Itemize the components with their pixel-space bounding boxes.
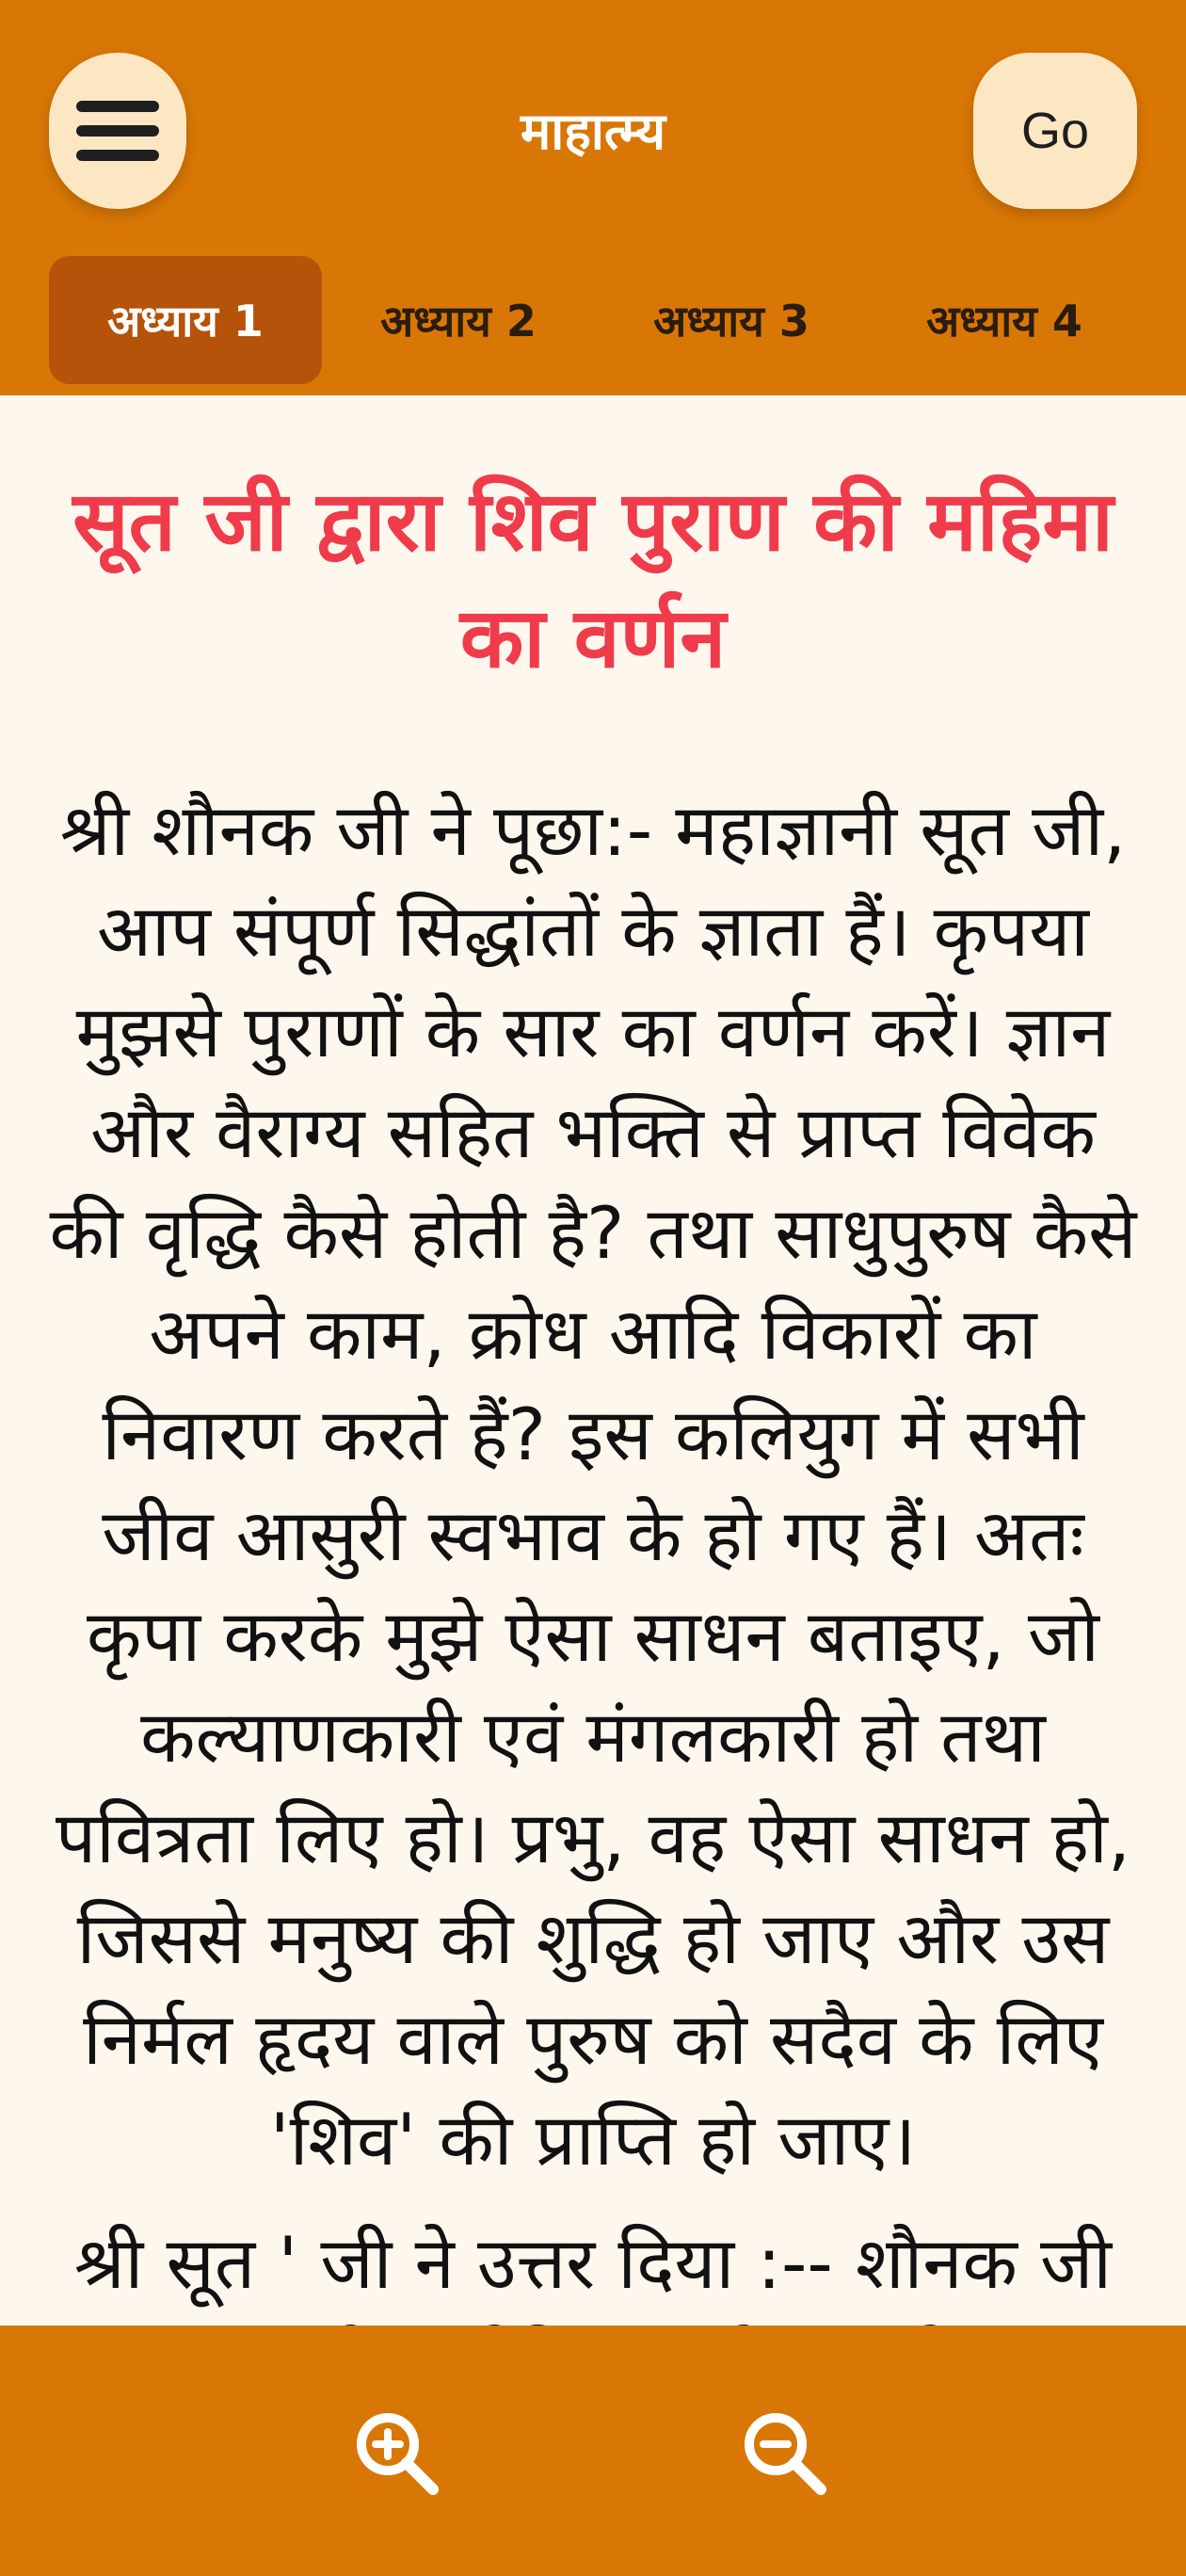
- tab-chapter-1[interactable]: अध्याय 1: [49, 256, 322, 384]
- tab-chapter-2[interactable]: अध्याय 2: [380, 296, 537, 346]
- menu-button[interactable]: [49, 53, 186, 209]
- zoom-out-button[interactable]: [738, 2407, 832, 2501]
- content-paragraph: श्री शौनक जी ने पूछा:- महाज्ञानी सूत जी, आप संपूर्ण सिद्धांतों के ज्ञाता हैं। कृपया मुझसे पुराणों के सार का वर्णन करें। ज्ञान और वैराग्य सहित भक्ति से प्राप्त विवेक की वृद्धि कैसे होती है? तथा साधुपुरुष कैसे अपने काम, क्रोध आदि विकारों का निवारण करते हैं? इस कलियुग में सभी जीव आसुरी स्वभाव के हो गए हैं। अतः कृपा करके मुझे ऐसा साधन बताइए, जो कल्याणकारी एवं मंगलकारी हो तथा पवित्रता लिए हो। प्रभु, वह ऐसा साधन हो, जिससे मनुष्य की शुद्धि हो जाए और उस निर्मल हृदय वाले पुरुष को सदैव के लिए 'शिव' की प्राप्ति हो जाए।: [49, 788, 1137, 2182]
- chapter-content[interactable]: [0, 395, 1186, 2326]
- chapter-tabs: [49, 256, 1160, 384]
- tab-chapter-3[interactable]: अध्याय 3: [653, 296, 809, 346]
- zoom-out-icon: [738, 2407, 832, 2501]
- page-title: माहात्म्य: [520, 102, 666, 161]
- zoom-in-icon: [350, 2407, 444, 2501]
- header-bar: [0, 0, 1186, 395]
- tab-chapter-4[interactable]: अध्याय 4: [926, 296, 1082, 346]
- go-button[interactable]: Go: [973, 53, 1137, 209]
- zoom-in-button[interactable]: [350, 2407, 444, 2501]
- content-paragraph: श्री सूत ' जी ने उत्तर दिया :-- शौनक जी: [73, 2221, 1113, 2305]
- chapter-title: सूत जी द्वारा शिव पुराण की महिमा का वर्णन: [72, 473, 1114, 686]
- bottom-toolbar: [0, 2326, 1186, 2576]
- hamburger-menu-icon: [76, 101, 159, 161]
